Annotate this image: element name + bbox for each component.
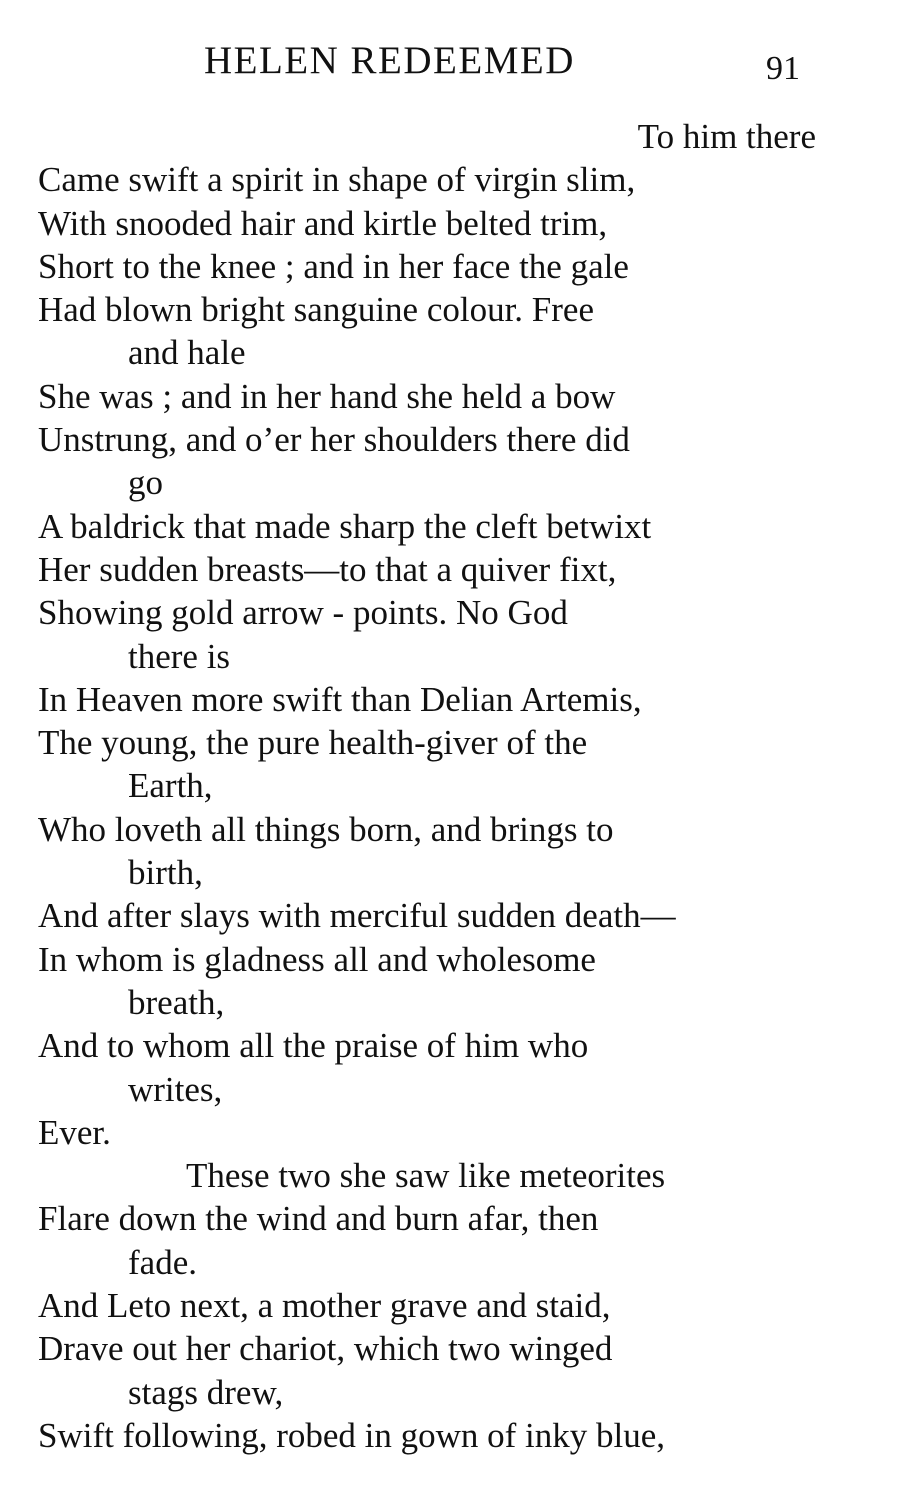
verse-line: Showing gold arrow - points. No God bbox=[38, 593, 568, 633]
verse-line: To him there bbox=[637, 117, 816, 156]
verse-line: And after slays with merciful sudden death— bbox=[38, 896, 676, 936]
verse-line-continuation: writes, bbox=[128, 1069, 223, 1109]
page-number: 91 bbox=[766, 50, 800, 87]
verse-line: In Heaven more swift than Delian Artemis, bbox=[38, 679, 642, 719]
verse-line-continuation: there is bbox=[128, 636, 231, 676]
verse-line: In whom is gladness all and wholesome bbox=[38, 939, 596, 979]
verse-line: Ever. bbox=[38, 1112, 111, 1152]
verse-line: And to whom all the praise of him who bbox=[38, 1026, 589, 1066]
poem-text bbox=[38, 115, 818, 1457]
verse-line: She was ; and in her hand she held a bow bbox=[38, 376, 616, 416]
verse-line: Came swift a spirit in shape of virgin slim, bbox=[38, 160, 636, 200]
verse-line-continuation: fade. bbox=[128, 1242, 197, 1282]
verse-line-continuation: breath, bbox=[128, 982, 225, 1022]
verse-line: Swift following, robed in gown of inky blue, bbox=[38, 1415, 666, 1455]
verse-line-continuation: Earth, bbox=[128, 766, 213, 806]
verse-line: Unstrung, and o’er her shoulders there did bbox=[38, 420, 630, 460]
page-header bbox=[0, 38, 900, 88]
verse-line: Short to the knee ; and in her face the gale bbox=[38, 246, 629, 286]
verse-line-continuation: and hale bbox=[128, 333, 246, 373]
running-title: HELEN REDEEMED bbox=[204, 39, 575, 82]
verse-line: Who loveth all things born, and brings to bbox=[38, 809, 614, 849]
verse-line-continuation: birth, bbox=[128, 853, 203, 893]
verse-line: With snooded hair and kirtle belted trim, bbox=[38, 203, 608, 243]
verse-line-continuation: stags drew, bbox=[128, 1372, 284, 1412]
verse-line: Drave out her chariot, which two winged bbox=[38, 1329, 613, 1369]
verse-line: And Leto next, a mother grave and staid, bbox=[38, 1286, 611, 1326]
verse-line: These two she saw like meteorites bbox=[186, 1156, 666, 1196]
verse-line: A baldrick that made sharp the cleft betwixt bbox=[38, 506, 652, 546]
verse-line: Had blown bright sanguine colour. Free bbox=[38, 290, 595, 330]
verse-line-continuation: go bbox=[128, 463, 163, 503]
verse-line: The young, the pure health-giver of the bbox=[38, 723, 588, 763]
verse-line: Her sudden breasts—to that a quiver fixt, bbox=[38, 549, 617, 589]
verse-line: Flare down the wind and burn afar, then bbox=[38, 1199, 599, 1239]
